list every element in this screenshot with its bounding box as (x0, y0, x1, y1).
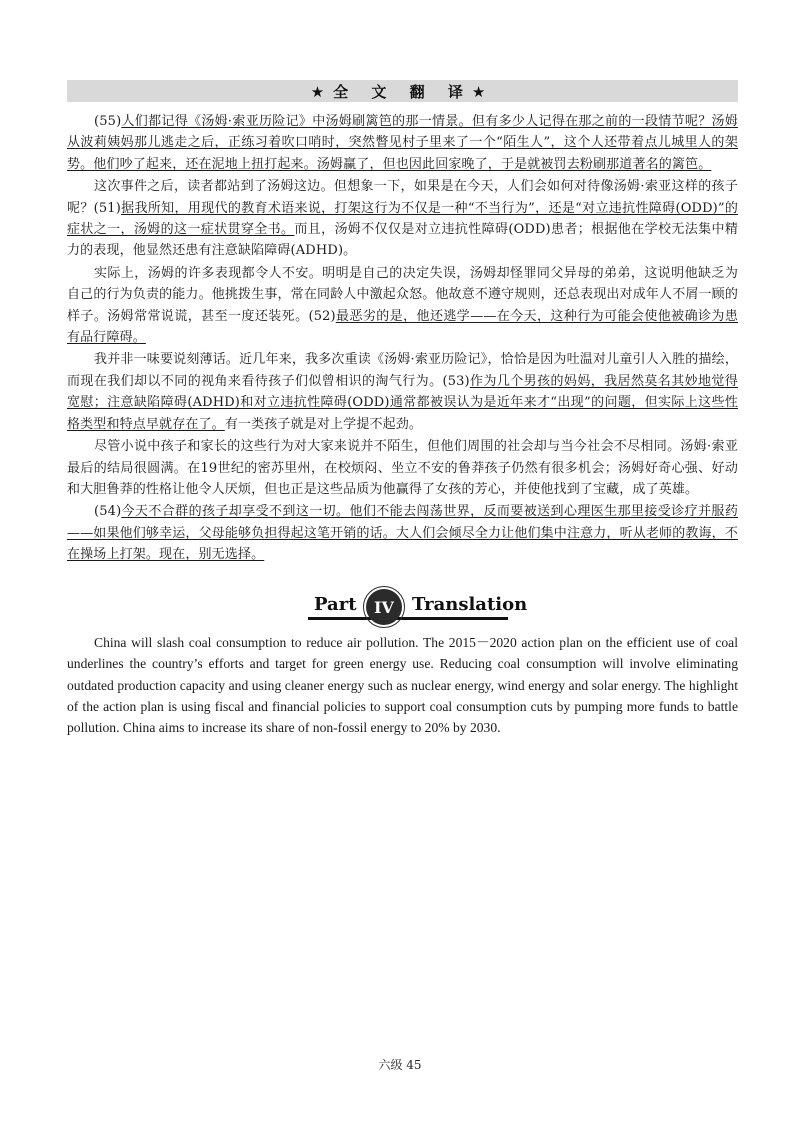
page-footer (0, 1056, 800, 1073)
english-paragraph: China will slash coal consumption to reduce air pollution. The 2015－2020 action plan on the efficient use of coal underlines the country’s efforts and target for green energy use. Reducing coal consumption will involve eliminating outdated production capacity and using cleaner energy such as nuclear energy, wind energy and solar energy. The highlight of the action plan is using fiscal and financial policies to support coal consumption cuts by pumping more funds to battle pollution. China aims to increase its share of non-fossil energy to 20% by 2030. (67, 635, 738, 736)
banner-title: ★全 文 翻 译★ (310, 82, 495, 101)
underlined-answer: 最恶劣的是，他还逃学——在今天，这种行为可能会使他被确诊为患有品行障碍。 (67, 308, 738, 346)
paragraph-6 (67, 501, 738, 565)
section-banner (67, 80, 738, 102)
paragraph-5: 尽管小说中孩子和家长的这些行为对大家来说并不陌生，但他们周围的社会却与当今社会不尽相同。汤姆·索亚最后的结局很圆满。在19世纪的密苏里州，在校烦闷、坐立不安的鲁莽孩子仍然有很多机会；汤姆好奇心强、好动和大胆鲁莽的性格让他令人厌烦，但也正是这些品质为他赢得了女孩的芳心，并使他找到了宝藏，成了英雄。 (67, 439, 738, 497)
part-numeral: IV (374, 597, 394, 617)
underlined-answer: 据我所知，用现代的教育术语来说，打架这行为不仅是一种“不当行为”，还是“对立违抗性障碍(ODD)”的症状之一，汤姆的这一症状贯穿全书。 (67, 200, 739, 238)
question-number: (54) (94, 504, 122, 520)
underlined-answer: 今天不合群的孩子却享受不到这一切。他们不能去闯荡世界，反而要被送到心理医生那里接受诊疗并服药——如果他们够幸运，父母能够负担得起这笔开销的话。大人们会倾尽全力让他们集中注意力，听从老师的教诲，不在操场上打架。现在，别无选择。 (67, 504, 738, 563)
underlined-answer: 人们都记得《汤姆·索亚历险记》中汤姆刷篱笆的那一情景。但有多少人记得在那之前的一段情节呢？汤姆从波莉姨妈那儿逃走之后，正练习着吹口哨时，突然瞥见村子里来了一个“陌生人”，这个人还带着点儿城里人的架势。他们吵了起来，还在泥地上扭打起来。汤姆赢了，但也因此回家晚了，于是就被罚去粉刷那道著名的篱笆。 (67, 114, 738, 172)
header-rule (308, 617, 508, 620)
chinese-translation (67, 111, 738, 567)
underlined-answer: 作为几个男孩的妈妈，我居然莫名其妙地觉得宽慰；注意缺陷障碍(ADHD)和对立违抗性障碍(ODD)通常都被误认为是近年来才“出现”的问题，但实际上这些性格类型和特点早就存在了。 (67, 373, 738, 432)
page-number: 六级 45 (378, 1058, 422, 1072)
question-number: (55) (94, 114, 122, 129)
numeral-badge (366, 589, 402, 625)
paragraph-3: 实际上，汤姆的许多表现都令人不安。明明是自己的决定失误，汤姆却怪罪同父异母的弟弟，这说明他缺乏为自己的行为负责的能力。他挑拨生事，常在同龄人中激起众怒。他故意不遵守规则，还总表现出对成年人不屑一顾的样子。汤姆常常说谎，甚至一度还装死。(52)最恶劣的是，他还逃学——在今天，这种行为可能会使他被确诊为患有品行障碍。 (67, 265, 738, 346)
paragraph-1 (67, 111, 738, 175)
part-header (308, 589, 528, 629)
paragraph-2: 这次事件之后，读者都站到了汤姆这边。但想象一下，如果是在今天，人们会如何对待像汤姆·索亚这样的孩子呢？(51)据我所知，用现代的教育术语来说，打架这行为不仅是一种“不当行为”，还是“对立违抗性障碍(ODD)”的症状之一，汤姆的这一症状贯穿全书。而且，汤姆不仅仅是对立违抗性障碍(ODD)患者；根据他在学校无法集中精力的表现，他显然还患有注意缺陷障碍(ADHD)。 (67, 179, 739, 259)
english-translation (67, 632, 738, 738)
paragraph-4: 我并非一味要说刻薄话。近几年来，我多次重读《汤姆·索亚历险记》，恰恰是因为吐温对儿童引人入胜的描绘，而现在我们却以不同的视角来看待孩子们似曾相识的淘气行为。(53)作为几个男孩的妈妈，我居然莫名其妙地觉得宽慰；注意缺陷障碍(ADHD)和对立违抗性障碍(ODD)通常都被误认为是近年来才“出现”的问题，但实际上这些性格类型和特点早就存在了。有一类孩子就是对上学提不起劲。 (67, 352, 738, 432)
part-label: Part (314, 594, 357, 615)
section-title: Translation (412, 594, 528, 615)
